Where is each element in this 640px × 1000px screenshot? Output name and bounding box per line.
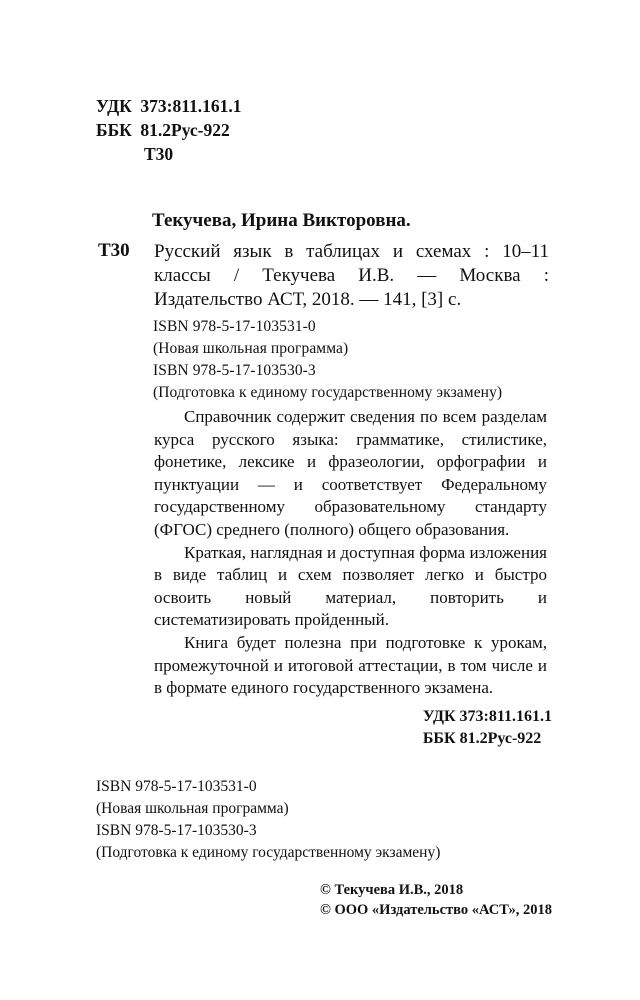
bottom-isbn-1: ISBN 978-5-17-103531-0 [96, 778, 257, 795]
series-1: (Новая школьная программа) [153, 340, 349, 357]
bbk-line [96, 118, 242, 142]
isbn-1: ISBN 978-5-17-103531-0 [153, 318, 316, 335]
abstract-paragraph-3: Книга будет полезна при подготовке к урокам, промежуточной и итоговой аттестации, в том числе и в формате единого государственного экзамена. [154, 632, 547, 698]
bbk-right: ББК 81.2Рус-922 [422, 730, 542, 747]
author-mark: Т30 [144, 144, 174, 164]
record-code: Т30 [98, 240, 130, 261]
udk-value: 373:811.161.1 [140, 96, 242, 116]
bottom-series-1: (Новая школьная программа) [96, 800, 289, 817]
series-2: (Подготовка к единому государственному экзамену) [153, 384, 503, 401]
record-isbn-block [153, 316, 502, 404]
isbn-2: ISBN 978-5-17-103530-3 [153, 362, 316, 379]
abstract-paragraph-2: Краткая, наглядная и доступная форма изложения в виде таблиц и схем позволяет легко и быстро освоить новый материал, повторить и систематизировать пройденный. [154, 542, 547, 630]
bottom-isbn-block [96, 776, 440, 864]
copyright-block [320, 880, 552, 920]
udk-right: УДК 373:811.161.1 [422, 708, 552, 725]
bbk-label: ББК [96, 120, 132, 140]
bottom-isbn-2: ISBN 978-5-17-103530-3 [96, 822, 257, 839]
copyright-publisher: © ООО «Издательство «АСТ», 2018 [320, 902, 553, 918]
abstract [154, 406, 547, 700]
bbk-value: 81.2Рус-922 [140, 120, 230, 140]
bottom-series-2: (Подготовка к единому государственному экзамену) [96, 844, 441, 861]
abstract-paragraph-1: Справочник содержит сведения по всем разделам курса русского языка: грамматике, стилистике, фонетике, лексике и фразеологии, орфографии и пунктуации — и соответствует Федеральному государственному образовательному стандарту (ФГОС) среднего (полного) общего образования. [154, 407, 547, 539]
record-description: Русский язык в таблицах и схемах : 10–11 классы / Текучева И.В. — Москва : Издательство АСТ, 2018. — 141, [3] с. [154, 241, 549, 310]
udk-line [96, 94, 242, 118]
udk-label: УДК [96, 96, 132, 116]
copyright-author: © Текучева И.В., 2018 [320, 882, 464, 898]
top-classification [96, 94, 242, 166]
right-classification [423, 706, 552, 750]
author-heading: Текучева, Ирина Викторовна. [152, 210, 411, 231]
